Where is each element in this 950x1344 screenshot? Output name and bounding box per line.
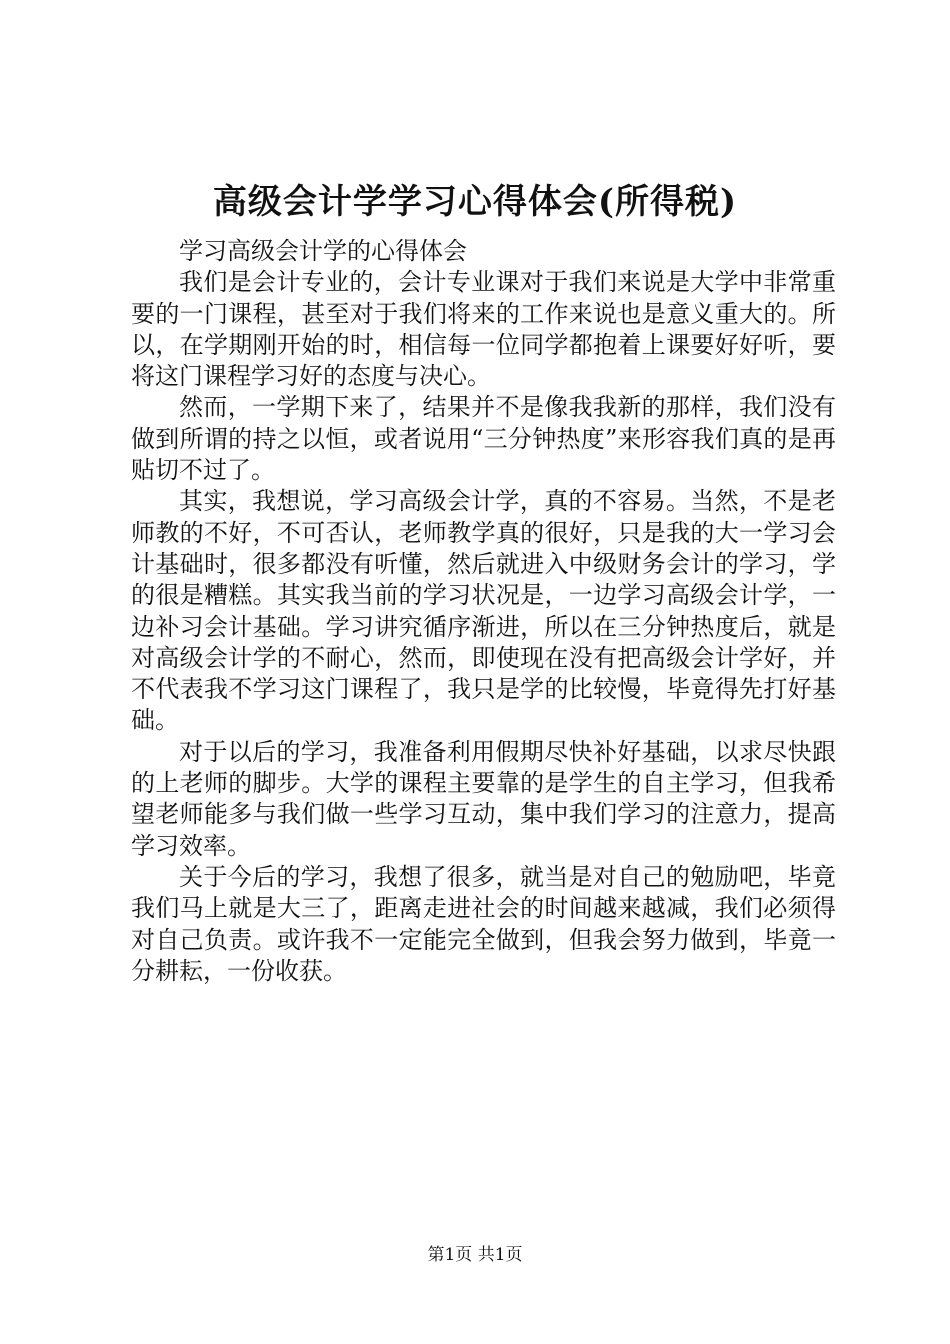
body-paragraph: 对于以后的学习，我准备利用假期尽快补好基础，以求尽快跟的上老师的脚步。大学的课程主要靠的是学生的自主学习，但我希望老师能多与我们做一些学习互动，集中我们学习的注意力，提高学习效率。	[131, 737, 836, 860]
document-body	[131, 236, 836, 987]
body-paragraph: 我们是会计专业的，会计专业课对于我们来说是大学中非常重要的一门课程，甚至对于我们将来的工作来说也是意义重大的。所以，在学期刚开始的时，相信每一位同学都抱着上课要好好听，要将这门课程学习好的态度与决心。	[131, 268, 836, 391]
body-paragraph: 然而，一学期下来了，结果并不是像我我新的那样，我们没有做到所谓的持之以恒，或者说用“三分钟热度”来形容我们真的是再贴切不过了。	[131, 393, 836, 485]
body-paragraph: 学习高级会计学的心得体会	[179, 237, 467, 265]
document-title: 高级会计学学习心得体会(所得税)	[212, 182, 738, 222]
body-paragraph: 其实，我想说，学习高级会计学，真的不容易。当然，不是老师教的不好，不可否认，老师教学真的很好，只是我的大一学习会计基础时，很多都没有听懂，然后就进入中级财务会计的学习，学的很是糟糕。其实我当前的学习状况是，一边学习高级会计学，一边补习会计基础。学习讲究循序渐进，所以在三分钟热度后，就是对高级会计学的不耐心，然而，即使现在没有把高级会计学好，并不代表我不学习这门课程了，我只是学的比较慢，毕竟得先打好基础。	[131, 487, 836, 735]
page-number-footer: 第1页 共1页	[427, 1245, 523, 1265]
body-paragraph: 关于今后的学习，我想了很多，就当是对自己的勉励吧，毕竟我们马上就是大三了，距离走进社会的时间越来越减，我们必须得对自己负责。或许我不一定能完全做到，但我会努力做到，毕竟一分耕耘，一份收获。	[131, 862, 836, 985]
